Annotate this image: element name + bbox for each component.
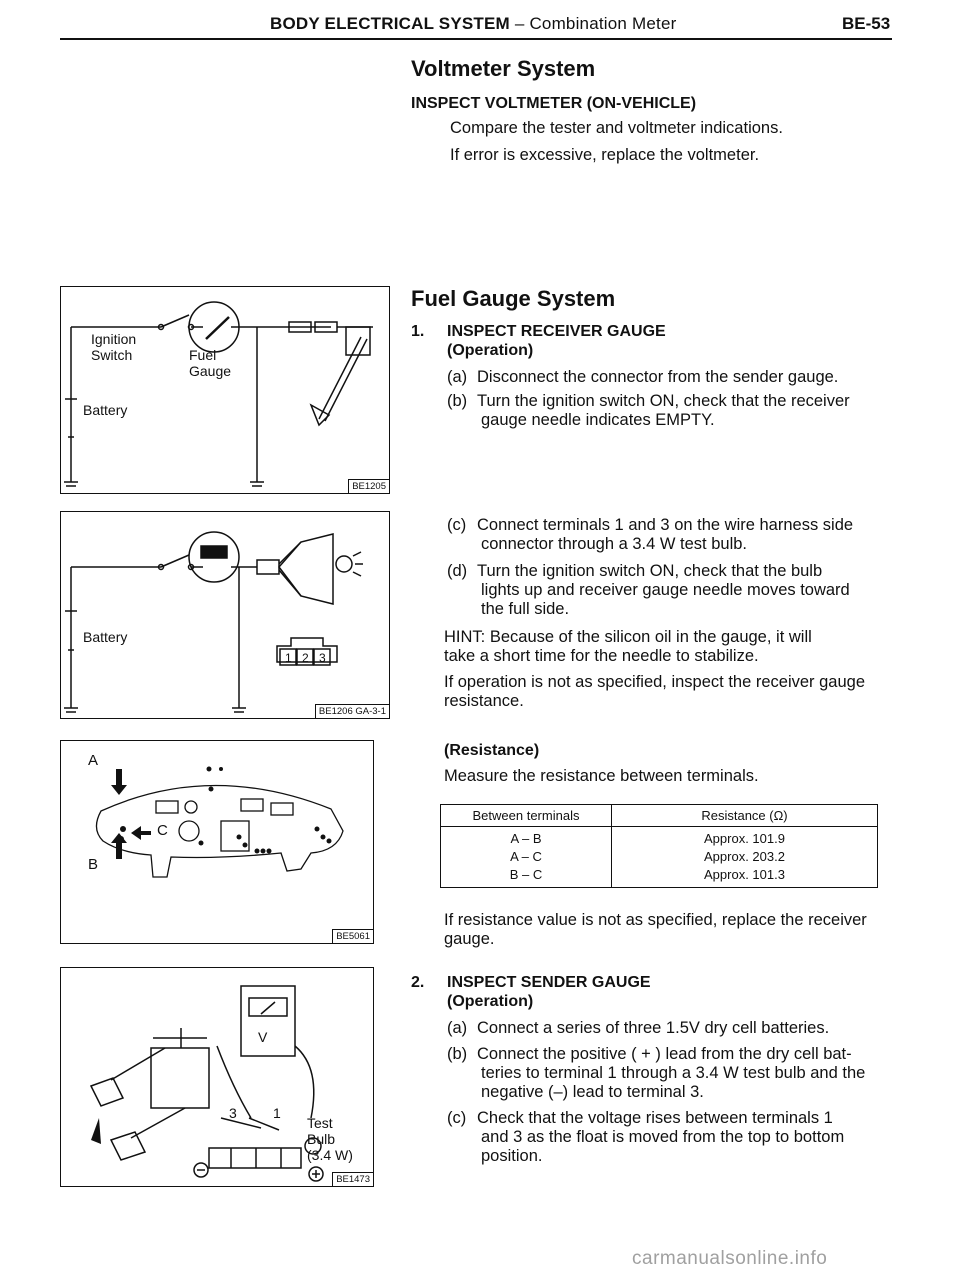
step2-item-b: (b) Connect the positive ( + ) lead from the dry cell bat- — [447, 1045, 852, 1063]
watermark: carmanualsonline.info — [632, 1248, 828, 1269]
header-title: BODY ELECTRICAL SYSTEM – Combination Meter — [270, 14, 677, 33]
resistance-cell: Approx. 203.2 — [704, 849, 785, 864]
terminal-1-label: 1 — [285, 651, 292, 665]
header-rule — [60, 38, 892, 40]
step1-item-c: (c) Connect terminals 1 and 3 on the wire harness side — [447, 516, 854, 534]
step1-item-d-line3: the full side. — [481, 600, 570, 618]
hint-line-2: take a short time for the needle to stabilize. — [444, 647, 759, 665]
terminals-cell: B – C — [509, 867, 543, 882]
table-row — [441, 827, 878, 888]
terminals-cell: A – C — [510, 849, 542, 864]
battery-label: Battery — [83, 402, 128, 418]
step1-item-a: (a) Disconnect the connector from the sender gauge. — [447, 368, 839, 386]
ignition-label: Ignition — [91, 331, 137, 347]
header-resistance: Resistance (Ω) — [612, 805, 878, 827]
fuel-gauge-circuit-diagram — [61, 287, 391, 495]
battery-label: Battery — [83, 629, 128, 645]
step1-item-b-line2: gauge needle indicates EMPTY. — [481, 411, 715, 429]
gauge-label: Gauge — [189, 363, 232, 379]
voltmeter-title: Voltmeter System — [411, 56, 596, 81]
step1-number: 1. — [411, 323, 425, 340]
resistance-after-line-2: gauge. — [444, 930, 495, 948]
step1-mode: (Operation) — [447, 342, 534, 359]
hint-line-1: HINT: Because of the silicon oil in the gauge, it will — [444, 628, 812, 646]
terminal-c-label: C — [157, 822, 168, 839]
step1-item-b: (b) Turn the ignition switch ON, check that the receiver — [447, 392, 850, 410]
figure-code: BE1473 — [332, 1172, 373, 1186]
terminal-3-label: 3 — [229, 1105, 237, 1121]
terminal-a-label: A — [88, 752, 99, 769]
step2-number: 2. — [411, 974, 425, 991]
terminal-1-label: 1 — [273, 1105, 281, 1121]
table-header-row — [441, 805, 878, 827]
voltmeter-v-label: V — [258, 1029, 268, 1045]
page-number: BE-53 — [842, 14, 891, 33]
step2-item-a: (a) Connect a series of three 1.5V dry cell batteries. — [447, 1019, 830, 1037]
step1-item-d: (d) Turn the ignition switch ON, check that the bulb — [447, 562, 823, 580]
step1-subhead: INSPECT RECEIVER GAUGE — [447, 323, 666, 340]
resistance-cell: Approx. 101.9 — [704, 831, 785, 846]
switch-label: Switch — [91, 347, 133, 363]
resistance-line: Measure the resistance between terminals. — [444, 767, 759, 785]
test-bulb-circuit-diagram — [61, 512, 391, 720]
header-terminals: Between terminals — [441, 805, 612, 827]
terminal-2-label: 2 — [302, 651, 309, 665]
meter-terminals-figure — [60, 740, 374, 944]
voltmeter-line-2: If error is excessive, replace the voltmeter. — [450, 146, 760, 164]
voltmeter-subhead: INSPECT VOLTMETER (ON-VEHICLE) — [411, 95, 697, 112]
meter-back-diagram — [61, 741, 375, 945]
fuel-gauge-circuit-figure — [60, 286, 390, 494]
fuel-label: Fuel — [189, 347, 217, 363]
resistance-after-line-1: If resistance value is not as specified, replace the receiver — [444, 911, 867, 929]
terminal-3-label: 3 — [319, 651, 326, 665]
step1-item-d-line2: lights up and receiver gauge needle moves toward — [481, 581, 850, 599]
if-line-2: resistance. — [444, 692, 524, 710]
test-bulb-circuit-figure — [60, 511, 390, 719]
step2-item-b-line3: negative (–) lead to terminal 3. — [481, 1083, 704, 1101]
resistance-mode: (Resistance) — [444, 742, 540, 759]
figure-code: BE5061 — [332, 929, 373, 943]
step1-item-c-line2: connector through a 3.4 W test bulb. — [481, 535, 747, 553]
step2-item-c-line3: position. — [481, 1147, 543, 1165]
bulb-label: Bulb — [307, 1131, 336, 1147]
step2-subhead: INSPECT SENDER GAUGE — [447, 974, 651, 991]
if-line-1: If operation is not as specified, inspect the receiver gauge — [444, 673, 865, 691]
watt-label: (3.4 W) — [307, 1147, 353, 1163]
resistance-table — [440, 804, 878, 888]
header-subtitle: Combination Meter — [529, 14, 677, 33]
step2-mode: (Operation) — [447, 993, 534, 1010]
voltmeter-line-1: Compare the tester and voltmeter indications. — [450, 119, 783, 137]
fuel-gauge-title: Fuel Gauge System — [411, 286, 616, 311]
terminal-b-label: B — [88, 856, 99, 873]
sender-gauge-test-figure — [60, 967, 374, 1187]
terminals-cell: A – B — [510, 831, 542, 846]
step2-item-c-line2: and 3 as the float is moved from the top to bottom — [481, 1128, 845, 1146]
figure-code: BE1205 — [348, 479, 389, 493]
step2-item-c: (c) Check that the voltage rises between terminals 1 — [447, 1109, 833, 1127]
resistance-cell: Approx. 101.3 — [704, 867, 785, 882]
test-label: Test — [307, 1115, 333, 1131]
step2-item-b-line2: teries to terminal 1 through a 3.4 W test bulb and the — [481, 1064, 866, 1082]
figure-code: BE1206 GA-3-1 — [315, 704, 389, 718]
